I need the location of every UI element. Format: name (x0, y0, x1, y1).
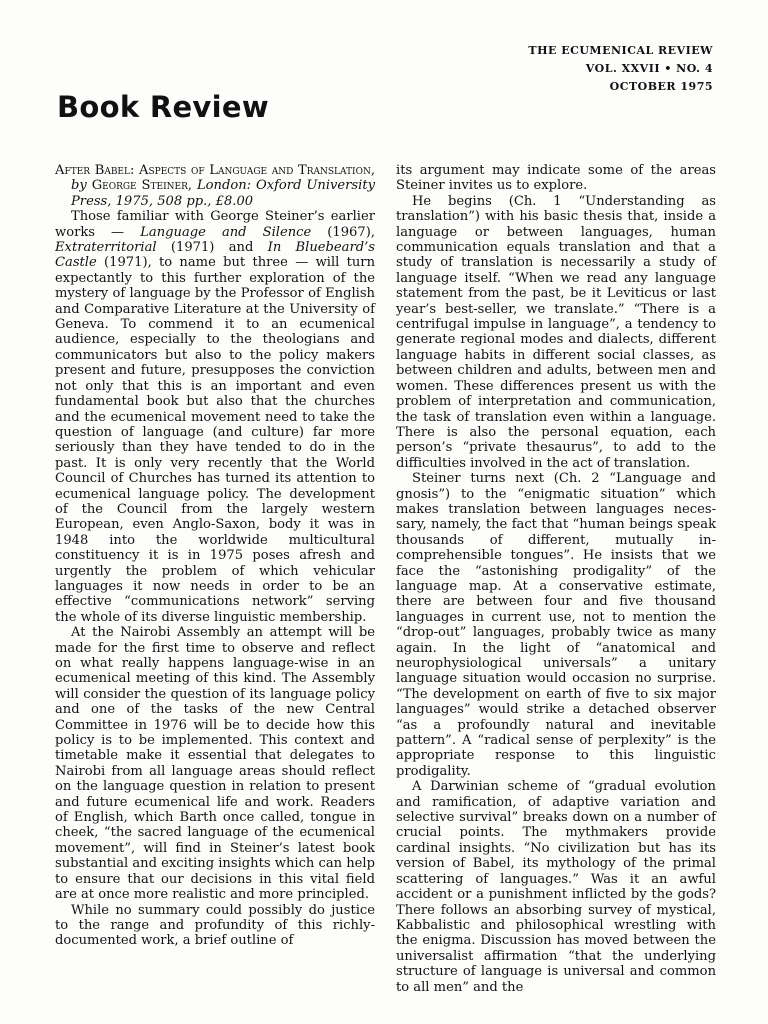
paragraph-continued: its argument may indicate some of the areas Steiner invites us to explore. (396, 163, 716, 194)
book-author: George Steiner, (91, 178, 193, 194)
paragraph-5: Steiner turns next (Ch. 2 “Language and gnosis”) to the “enigmatic situation” which makes translation between languages necessary, namely, the fact that “human beings speak thousands of different, mutually incomprehensible tongues”. He insists that we face the “astonishing prodigality” of the language map. At a conservative estimate, there are between four and five thousand languages in current use, not to mention the “drop-out” languages, probably twice as many again. In the light of “anatomical and neurophysiological universals” a unitary language situation would occasion no surprise. “The development on earth of five to six major languages” would strike a detached observer “as a profoundly natural and inevitable pattern”. A “radical sense of perplexity” is the appropriate response to this linguistic prodigality. (396, 471, 716, 779)
by-label: by (71, 178, 87, 194)
paragraph-3: While no summary could possibly do justice to the range and profundity of this richly-documented work, a brief outline of (55, 902, 375, 949)
paragraph-2: At the Nairobi Assembly an attempt will be made for the first time to observe and reflect on what really happens language-wise in an ecumenical meeting of this kind. The Assembly will consider the question of its language policy and one of the tasks of the new Central Committee in 1976 will be to decide how this policy is to be implemented. This context and timetable make it essential that delegates to Nairobi from all language areas should reflect on the language question in relation to present and future ecumenical life and work. Readers of English, which Barth once called, tongue in cheek, “the sacred language of the ecumenical movement”, will find in Steiner’s latest book substantial and exciting insights which can help to ensure that our decisions in this vital field are at once more realistic and more principled. (55, 625, 375, 903)
journal-masthead (528, 42, 713, 96)
journal-volume: VOL. XXVII • NO. 4 (585, 62, 713, 75)
section-title: Book Review (57, 90, 269, 124)
review-heading (55, 163, 375, 209)
right-column (396, 163, 716, 995)
paragraph-1: Those familiar with George Steiner’s earlier works — Language and Silence (1967), Extraterritorial (1971) and In Bluebeard’s Castle (1971), to name but three — will turn expectantly to this further exploration of the mystery of language by the Professor of English and Comparative Literature at the University of Geneva. To commend it to an ecumenical audience, especially to the theologians and communicators but also to the policy makers present and future, presupposes the conviction not only that this is an important and even fundamental book but also that the churches and the ecumenical movement need to take the question of language (and culture) far more seriously than they have tended to do in the past. It is only very recently that the World Council of Churches has turned its attention to ecumenical language policy. The development of the Council from the largely western European, even Anglo-Saxon, body it was in 1948 into the worldwide multicultural constituency it is in 1975 poses afresh and urgently the problem of which vehicular languages it now needs in order to be an effective “communications network” serving the whole of its diverse linguistic membership. (55, 209, 375, 625)
paragraph-4: He begins (Ch. 1 “Understanding as translation”) with his basic thesis that, inside a language or between languages, human communication equals translation and that a study of translation is necessarily a study of language itself. “When we read any language statement from the past, be it Leviticus or last year’s best-seller, we translate.” “There is a centrifugal impulse in language”, a tendency to generate regional modes and dialects, different language habits in different social classes, as between children and adults, between men and women. These differences present us with the problem of interpretation and communication, the task of translation even within a language. There is also the personal equation, each person’s “private thesaurus”, to add to the difficulties involved in the act of translation. (396, 193, 716, 471)
journal-name: THE ECUMENICAL REVIEW (528, 44, 713, 57)
left-column (55, 163, 375, 949)
book-title: After Babel: Aspects of Language and Translation, (55, 163, 375, 178)
paragraph-6: A Darwinian scheme of “gradual evolution and ramification, of adaptive variation and selective survival” breaks down on a number of crucial points. The mythmakers provide cardinal insights. “No civilization but has its version of Babel, its mythology of the primal scattering of languages.” Was it an awful accident or a punishment inflicted by the gods? There follows an absorbing survey of mystical, Kabbalistic and philosophical wrestling with the enigma. Discussion has moved between the universalist affirmation “that the underlying structure of language is universal and common to all men” and the (396, 779, 716, 995)
book-publication: London: Oxford University Press, 1975, 508 pp., £8.00 (71, 178, 375, 209)
work-title: Extraterritorial (55, 240, 157, 256)
work-title: In Bluebeard’s Castle (55, 240, 375, 271)
journal-date: OCTOBER 1975 (609, 80, 713, 93)
work-title: Language and Silence (140, 224, 312, 240)
